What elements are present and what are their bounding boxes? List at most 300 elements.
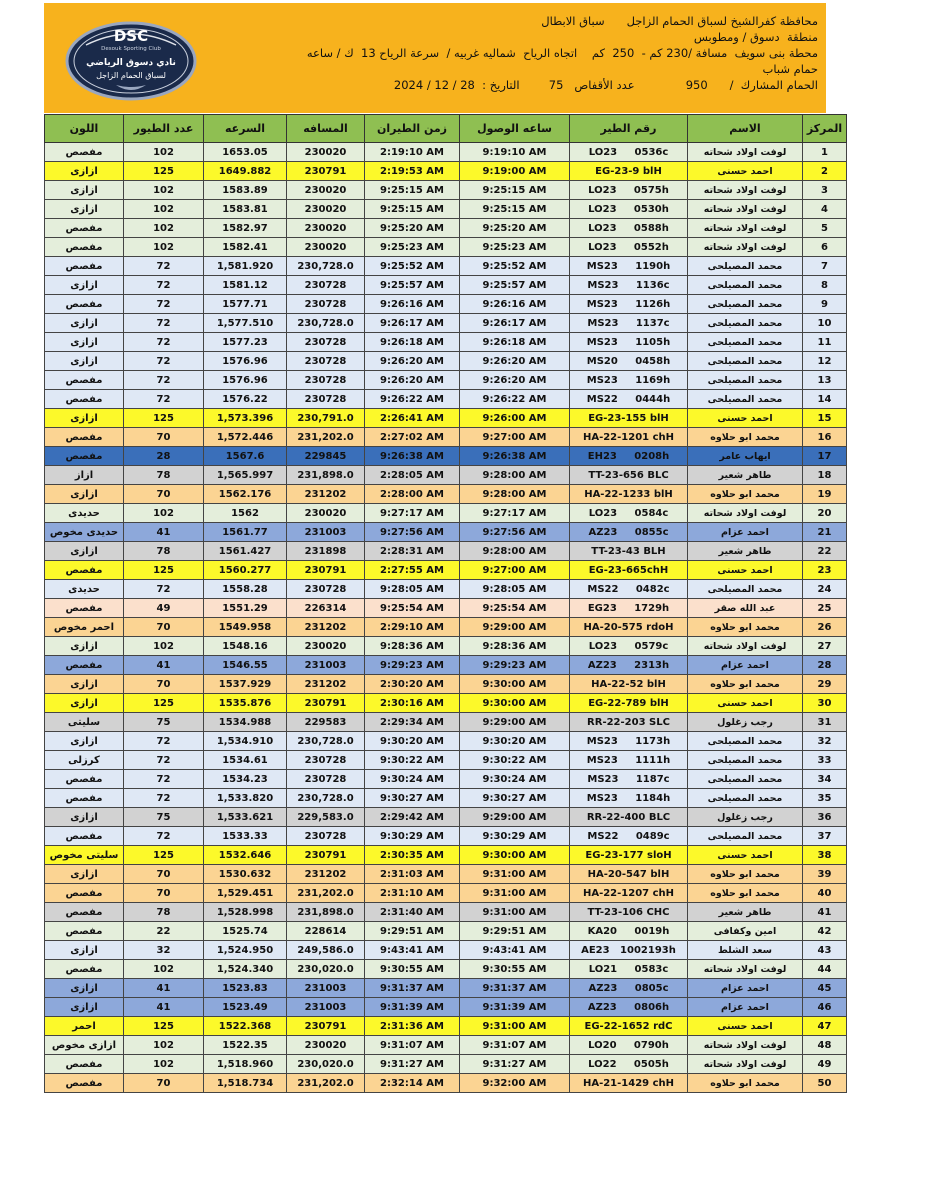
cell-birds: 125 <box>124 561 204 580</box>
cell-name: محمد ابو حلاوه <box>688 618 803 637</box>
cell-flight-time: 2:28:31 AM <box>365 542 460 561</box>
cell-birds: 125 <box>124 694 204 713</box>
cell-birds: 125 <box>124 409 204 428</box>
cell-speed: 1,573.396 <box>204 409 287 428</box>
cell-birds: 72 <box>124 770 204 789</box>
cell-color: مفصص <box>45 922 124 941</box>
table-row <box>45 447 847 466</box>
cell-birds: 72 <box>124 789 204 808</box>
table-row <box>45 903 847 922</box>
cell-rank: 1 <box>803 143 847 162</box>
cell-speed: 1,524.950 <box>204 941 287 960</box>
cell-ring: LO23 0552h <box>570 238 688 257</box>
cell-rank: 29 <box>803 675 847 694</box>
cell-distance: 230791 <box>287 162 365 181</box>
cell-color: مفصص <box>45 1055 124 1074</box>
cell-flight-time: 9:26:20 AM <box>365 371 460 390</box>
cell-birds: 102 <box>124 238 204 257</box>
cell-arrival: 9:25:15 AM <box>460 200 570 219</box>
table-row <box>45 314 847 333</box>
cell-speed: 1560.277 <box>204 561 287 580</box>
cell-speed: 1567.6 <box>204 447 287 466</box>
cell-color: مفصص <box>45 960 124 979</box>
cell-color: مفصص <box>45 447 124 466</box>
cell-distance: 230728 <box>287 770 365 789</box>
table-row <box>45 846 847 865</box>
cell-name: محمد المصيلحى <box>688 371 803 390</box>
cell-name: محمد ابو حلاوه <box>688 865 803 884</box>
table-row <box>45 580 847 599</box>
cell-arrival: 9:31:27 AM <box>460 1055 570 1074</box>
cell-birds: 72 <box>124 827 204 846</box>
cell-birds: 78 <box>124 903 204 922</box>
cell-birds: 102 <box>124 143 204 162</box>
cell-birds: 72 <box>124 276 204 295</box>
cell-rank: 20 <box>803 504 847 523</box>
cell-arrival: 9:25:15 AM <box>460 181 570 200</box>
cell-ring: AZ23 0805c <box>570 979 688 998</box>
cell-speed: 1558.28 <box>204 580 287 599</box>
cell-rank: 34 <box>803 770 847 789</box>
cell-speed: 1583.81 <box>204 200 287 219</box>
cell-rank: 48 <box>803 1036 847 1055</box>
cell-name: احمد حسنى <box>688 694 803 713</box>
cell-arrival: 9:25:57 AM <box>460 276 570 295</box>
cell-rank: 47 <box>803 1017 847 1036</box>
table-row <box>45 827 847 846</box>
cell-flight-time: 9:30:24 AM <box>365 770 460 789</box>
cell-color: ازازى <box>45 675 124 694</box>
cell-speed: 1561.77 <box>204 523 287 542</box>
table-row <box>45 922 847 941</box>
cell-speed: 1,534.910 <box>204 732 287 751</box>
cell-name: محمد المصيلحى <box>688 751 803 770</box>
cell-ring: EH23 0208h <box>570 447 688 466</box>
cell-speed: 1,565.997 <box>204 466 287 485</box>
cell-arrival: 9:27:56 AM <box>460 523 570 542</box>
cell-distance: 230,020.0 <box>287 960 365 979</box>
cell-name: محمد ابو حلاوه <box>688 884 803 903</box>
cell-name: عبد الله صقر <box>688 599 803 618</box>
cell-name: رجب زغلول <box>688 713 803 732</box>
cell-color: مفصص <box>45 257 124 276</box>
cell-name: محمد المصيلحى <box>688 827 803 846</box>
cell-flight-time: 2:19:53 AM <box>365 162 460 181</box>
cell-name: محمد المصيلحى <box>688 770 803 789</box>
cell-speed: 1653.05 <box>204 143 287 162</box>
cell-rank: 12 <box>803 352 847 371</box>
cell-distance: 231003 <box>287 656 365 675</box>
cell-rank: 7 <box>803 257 847 276</box>
table-row <box>45 276 847 295</box>
cell-rank: 39 <box>803 865 847 884</box>
cell-flight-time: 9:28:05 AM <box>365 580 460 599</box>
cell-arrival: 9:25:52 AM <box>460 257 570 276</box>
cell-ring: LO23 0584c <box>570 504 688 523</box>
cell-arrival: 9:28:00 AM <box>460 485 570 504</box>
cell-speed: 1522.368 <box>204 1017 287 1036</box>
cell-ring: MS23 1184h <box>570 789 688 808</box>
cell-rank: 8 <box>803 276 847 295</box>
cell-distance: 229,583.0 <box>287 808 365 827</box>
cell-name: احمد حسنى <box>688 409 803 428</box>
cell-arrival: 9:30:20 AM <box>460 732 570 751</box>
report-info <box>218 13 818 93</box>
cell-ring: MS22 0482c <box>570 580 688 599</box>
cell-color: ازازى <box>45 162 124 181</box>
cell-name: محمد المصيلحى <box>688 295 803 314</box>
cell-color: مفصص <box>45 827 124 846</box>
cell-rank: 15 <box>803 409 847 428</box>
cell-birds: 70 <box>124 675 204 694</box>
cell-ring: AE23 1002193h <box>570 941 688 960</box>
cell-flight-time: 2:30:16 AM <box>365 694 460 713</box>
cell-arrival: 9:26:18 AM <box>460 333 570 352</box>
cell-distance: 228614 <box>287 922 365 941</box>
table-row <box>45 941 847 960</box>
cell-ring: KA20 0019h <box>570 922 688 941</box>
cell-distance: 230020 <box>287 143 365 162</box>
table-row <box>45 181 847 200</box>
cell-ring: LO21 0583c <box>570 960 688 979</box>
table-row <box>45 789 847 808</box>
cell-flight-time: 9:30:29 AM <box>365 827 460 846</box>
cell-color: مفصص <box>45 656 124 675</box>
table-row <box>45 808 847 827</box>
cell-rank: 19 <box>803 485 847 504</box>
cell-flight-time: 9:29:23 AM <box>365 656 460 675</box>
cell-flight-time: 9:26:17 AM <box>365 314 460 333</box>
cell-birds: 70 <box>124 1074 204 1093</box>
cell-distance: 230020 <box>287 181 365 200</box>
cell-rank: 5 <box>803 219 847 238</box>
cell-rank: 18 <box>803 466 847 485</box>
cell-color: ازازى مخوص <box>45 1036 124 1055</box>
cell-birds: 72 <box>124 371 204 390</box>
cell-speed: 1582.41 <box>204 238 287 257</box>
cell-speed: 1561.427 <box>204 542 287 561</box>
cell-color: مفصص <box>45 143 124 162</box>
cell-speed: 1525.74 <box>204 922 287 941</box>
cell-name: لوفت اولاد شحاته <box>688 1036 803 1055</box>
cell-name: لوفت اولاد شحاته <box>688 143 803 162</box>
cell-color: مفصص <box>45 599 124 618</box>
cell-arrival: 9:30:22 AM <box>460 751 570 770</box>
cell-ring: MS22 0444h <box>570 390 688 409</box>
cell-ring: TT-23-656 BLC <box>570 466 688 485</box>
cell-name: احمد حسنى <box>688 561 803 580</box>
cell-color: ازازى <box>45 732 124 751</box>
cell-distance: 231,898.0 <box>287 466 365 485</box>
table-row <box>45 371 847 390</box>
cell-arrival: 9:32:00 AM <box>460 1074 570 1093</box>
cell-ring: MS22 0489c <box>570 827 688 846</box>
cell-birds: 102 <box>124 637 204 656</box>
cell-speed: 1534.61 <box>204 751 287 770</box>
cell-birds: 70 <box>124 485 204 504</box>
cell-color: حديدى <box>45 580 124 599</box>
cell-rank: 46 <box>803 998 847 1017</box>
cell-arrival: 9:30:29 AM <box>460 827 570 846</box>
cell-rank: 16 <box>803 428 847 447</box>
cell-speed: 1534.23 <box>204 770 287 789</box>
cell-arrival: 9:31:00 AM <box>460 865 570 884</box>
col-header-birds: عدد الطيور <box>124 115 204 143</box>
cell-color: احمر مخوص <box>45 618 124 637</box>
cell-name: احمد عزام <box>688 656 803 675</box>
header-line-5: الحمام المشارك / 950 عدد الأقفاص 75 التاريخ : 28 / 12 / 2024 <box>393 78 818 92</box>
cell-ring: AZ23 0806h <box>570 998 688 1017</box>
cell-name: احمد حسنى <box>688 1017 803 1036</box>
cell-distance: 230020 <box>287 1036 365 1055</box>
cell-flight-time: 9:30:22 AM <box>365 751 460 770</box>
cell-flight-time: 2:26:41 AM <box>365 409 460 428</box>
table-row <box>45 884 847 903</box>
cell-birds: 49 <box>124 599 204 618</box>
cell-distance: 230728 <box>287 333 365 352</box>
cell-speed: 1576.22 <box>204 390 287 409</box>
cell-arrival: 9:26:00 AM <box>460 409 570 428</box>
col-header-speed: السرعه <box>204 115 287 143</box>
cell-speed: 1523.83 <box>204 979 287 998</box>
cell-birds: 22 <box>124 922 204 941</box>
cell-name: احمد حسنى <box>688 162 803 181</box>
cell-ring: HA-22-1207 chH <box>570 884 688 903</box>
cell-color: ازازى <box>45 200 124 219</box>
cell-name: احمد حسنى <box>688 846 803 865</box>
cell-color: ازازى <box>45 352 124 371</box>
cell-rank: 23 <box>803 561 847 580</box>
cell-distance: 231202 <box>287 485 365 504</box>
cell-color: حديدى مخوص <box>45 523 124 542</box>
cell-name: محمد ابو حلاوه <box>688 485 803 504</box>
cell-ring: MS23 1111h <box>570 751 688 770</box>
cell-ring: EG-23-155 blH <box>570 409 688 428</box>
cell-flight-time: 9:30:55 AM <box>365 960 460 979</box>
cell-birds: 102 <box>124 219 204 238</box>
cell-ring: RR-22-400 BLC <box>570 808 688 827</box>
cell-name: محمد المصيلحى <box>688 789 803 808</box>
cell-rank: 31 <box>803 713 847 732</box>
cell-color: مفصص <box>45 1074 124 1093</box>
table-row <box>45 352 847 371</box>
club-logo <box>64 15 199 103</box>
cell-distance: 230,791.0 <box>287 409 365 428</box>
table-row <box>45 1036 847 1055</box>
cell-rank: 37 <box>803 827 847 846</box>
cell-name: محمد المصيلحى <box>688 732 803 751</box>
cell-flight-time: 2:29:42 AM <box>365 808 460 827</box>
cell-flight-time: 9:25:54 AM <box>365 599 460 618</box>
cell-rank: 9 <box>803 295 847 314</box>
cell-flight-time: 9:30:20 AM <box>365 732 460 751</box>
cell-name: لوفت اولاد شحاته <box>688 637 803 656</box>
cell-birds: 72 <box>124 580 204 599</box>
cell-speed: 1523.49 <box>204 998 287 1017</box>
cell-birds: 72 <box>124 751 204 770</box>
cell-arrival: 9:31:00 AM <box>460 1017 570 1036</box>
cell-name: امين وكفافى <box>688 922 803 941</box>
cell-arrival: 9:31:37 AM <box>460 979 570 998</box>
cell-distance: 230020 <box>287 504 365 523</box>
cell-name: محمد المصيلحى <box>688 352 803 371</box>
cell-flight-time: 2:19:10 AM <box>365 143 460 162</box>
cell-distance: 230,728.0 <box>287 732 365 751</box>
cell-color: ازازى <box>45 637 124 656</box>
cell-ring: LO20 0790h <box>570 1036 688 1055</box>
cell-speed: 1,533.621 <box>204 808 287 827</box>
cell-speed: 1,524.340 <box>204 960 287 979</box>
cell-color: ازازى <box>45 181 124 200</box>
cell-color: ازازى <box>45 694 124 713</box>
cell-flight-time: 9:31:39 AM <box>365 998 460 1017</box>
cell-birds: 41 <box>124 656 204 675</box>
cell-rank: 22 <box>803 542 847 561</box>
cell-distance: 231003 <box>287 998 365 1017</box>
cell-distance: 230791 <box>287 561 365 580</box>
cell-birds: 70 <box>124 428 204 447</box>
cell-rank: 50 <box>803 1074 847 1093</box>
cell-ring: EG-22-789 blH <box>570 694 688 713</box>
cell-name: محمد المصيلحى <box>688 314 803 333</box>
cell-arrival: 9:26:17 AM <box>460 314 570 333</box>
cell-arrival: 9:27:00 AM <box>460 428 570 447</box>
cell-arrival: 9:25:23 AM <box>460 238 570 257</box>
cell-arrival: 9:26:38 AM <box>460 447 570 466</box>
cell-distance: 229583 <box>287 713 365 732</box>
cell-ring: MS23 1105h <box>570 333 688 352</box>
cell-rank: 42 <box>803 922 847 941</box>
header-line-2: منطقة دسوق / ومطوبس <box>693 30 818 44</box>
cell-ring: MS23 1169h <box>570 371 688 390</box>
table-row <box>45 200 847 219</box>
cell-name: سعد الشلط <box>688 941 803 960</box>
cell-rank: 43 <box>803 941 847 960</box>
cell-speed: 1,572.446 <box>204 428 287 447</box>
header-line-1: محافظة كفرالشيخ لسباق الحمام الزاجل سباق الابطال <box>541 14 818 28</box>
col-header-name: الاسم <box>688 115 803 143</box>
cell-arrival: 9:26:16 AM <box>460 295 570 314</box>
cell-speed: 1576.96 <box>204 371 287 390</box>
cell-distance: 231,202.0 <box>287 1074 365 1093</box>
cell-distance: 230728 <box>287 580 365 599</box>
cell-arrival: 9:28:36 AM <box>460 637 570 656</box>
cell-flight-time: 9:26:22 AM <box>365 390 460 409</box>
cell-arrival: 9:29:51 AM <box>460 922 570 941</box>
cell-rank: 36 <box>803 808 847 827</box>
table-row <box>45 694 847 713</box>
logo-title: DSC <box>113 27 149 45</box>
cell-color: مفصص <box>45 789 124 808</box>
cell-distance: 230791 <box>287 846 365 865</box>
cell-rank: 11 <box>803 333 847 352</box>
cell-arrival: 9:29:00 AM <box>460 713 570 732</box>
cell-flight-time: 9:25:15 AM <box>365 181 460 200</box>
cell-birds: 102 <box>124 1036 204 1055</box>
cell-flight-time: 9:26:16 AM <box>365 295 460 314</box>
cell-color: مفصص <box>45 219 124 238</box>
cell-name: لوفت اولاد شحاته <box>688 504 803 523</box>
cell-ring: RR-22-203 SLC <box>570 713 688 732</box>
cell-color: ازازى <box>45 314 124 333</box>
cell-distance: 230728 <box>287 295 365 314</box>
table-row <box>45 504 847 523</box>
col-header-rank: المركز <box>803 115 847 143</box>
results-table <box>44 114 847 1093</box>
cell-speed: 1,533.820 <box>204 789 287 808</box>
cell-color: ازازى <box>45 979 124 998</box>
cell-rank: 30 <box>803 694 847 713</box>
cell-distance: 230728 <box>287 390 365 409</box>
table-row <box>45 1055 847 1074</box>
cell-speed: 1582.97 <box>204 219 287 238</box>
table-row <box>45 960 847 979</box>
cell-birds: 102 <box>124 960 204 979</box>
cell-name: محمد ابو حلاوه <box>688 428 803 447</box>
cell-flight-time: 9:25:23 AM <box>365 238 460 257</box>
results-body <box>45 143 847 1093</box>
cell-flight-time: 2:29:34 AM <box>365 713 460 732</box>
cell-color: ازازى <box>45 333 124 352</box>
cell-ring: LO23 0588h <box>570 219 688 238</box>
cell-rank: 45 <box>803 979 847 998</box>
cell-ring: MS23 1126h <box>570 295 688 314</box>
cell-arrival: 9:19:00 AM <box>460 162 570 181</box>
cell-birds: 125 <box>124 162 204 181</box>
cell-flight-time: 2:27:02 AM <box>365 428 460 447</box>
cell-ring: HA-21-1429 chH <box>570 1074 688 1093</box>
cell-color: مفصص <box>45 561 124 580</box>
table-row <box>45 390 847 409</box>
cell-color: سليتى مخوص <box>45 846 124 865</box>
cell-distance: 230020 <box>287 200 365 219</box>
cell-ring: EG-23-177 sloH <box>570 846 688 865</box>
cell-arrival: 9:29:23 AM <box>460 656 570 675</box>
cell-name: محمد المصيلحى <box>688 257 803 276</box>
table-row <box>45 637 847 656</box>
table-row <box>45 428 847 447</box>
cell-birds: 70 <box>124 884 204 903</box>
cell-rank: 41 <box>803 903 847 922</box>
table-row <box>45 333 847 352</box>
cell-ring: MS23 1190h <box>570 257 688 276</box>
cell-name: محمد المصيلحى <box>688 333 803 352</box>
table-row <box>45 998 847 1017</box>
cell-color: ازازى <box>45 485 124 504</box>
cell-name: احمد عزام <box>688 998 803 1017</box>
cell-birds: 78 <box>124 542 204 561</box>
cell-arrival: 9:30:00 AM <box>460 694 570 713</box>
cell-color: سليتى <box>45 713 124 732</box>
table-row <box>45 732 847 751</box>
cell-birds: 72 <box>124 314 204 333</box>
col-header-arrival: ساعه الوصول <box>460 115 570 143</box>
cell-name: لوفت اولاد شحاته <box>688 1055 803 1074</box>
cell-color: ازازى <box>45 865 124 884</box>
cell-flight-time: 2:28:05 AM <box>365 466 460 485</box>
cell-birds: 32 <box>124 941 204 960</box>
cell-flight-time: 9:28:36 AM <box>365 637 460 656</box>
cell-rank: 26 <box>803 618 847 637</box>
cell-birds: 125 <box>124 846 204 865</box>
cell-color: ازازى <box>45 409 124 428</box>
cell-arrival: 9:28:00 AM <box>460 466 570 485</box>
cell-name: لوفت اولاد شحاته <box>688 200 803 219</box>
cell-flight-time: 9:25:57 AM <box>365 276 460 295</box>
cell-flight-time: 2:27:55 AM <box>365 561 460 580</box>
cell-speed: 1532.646 <box>204 846 287 865</box>
cell-ring: AZ23 0855c <box>570 523 688 542</box>
